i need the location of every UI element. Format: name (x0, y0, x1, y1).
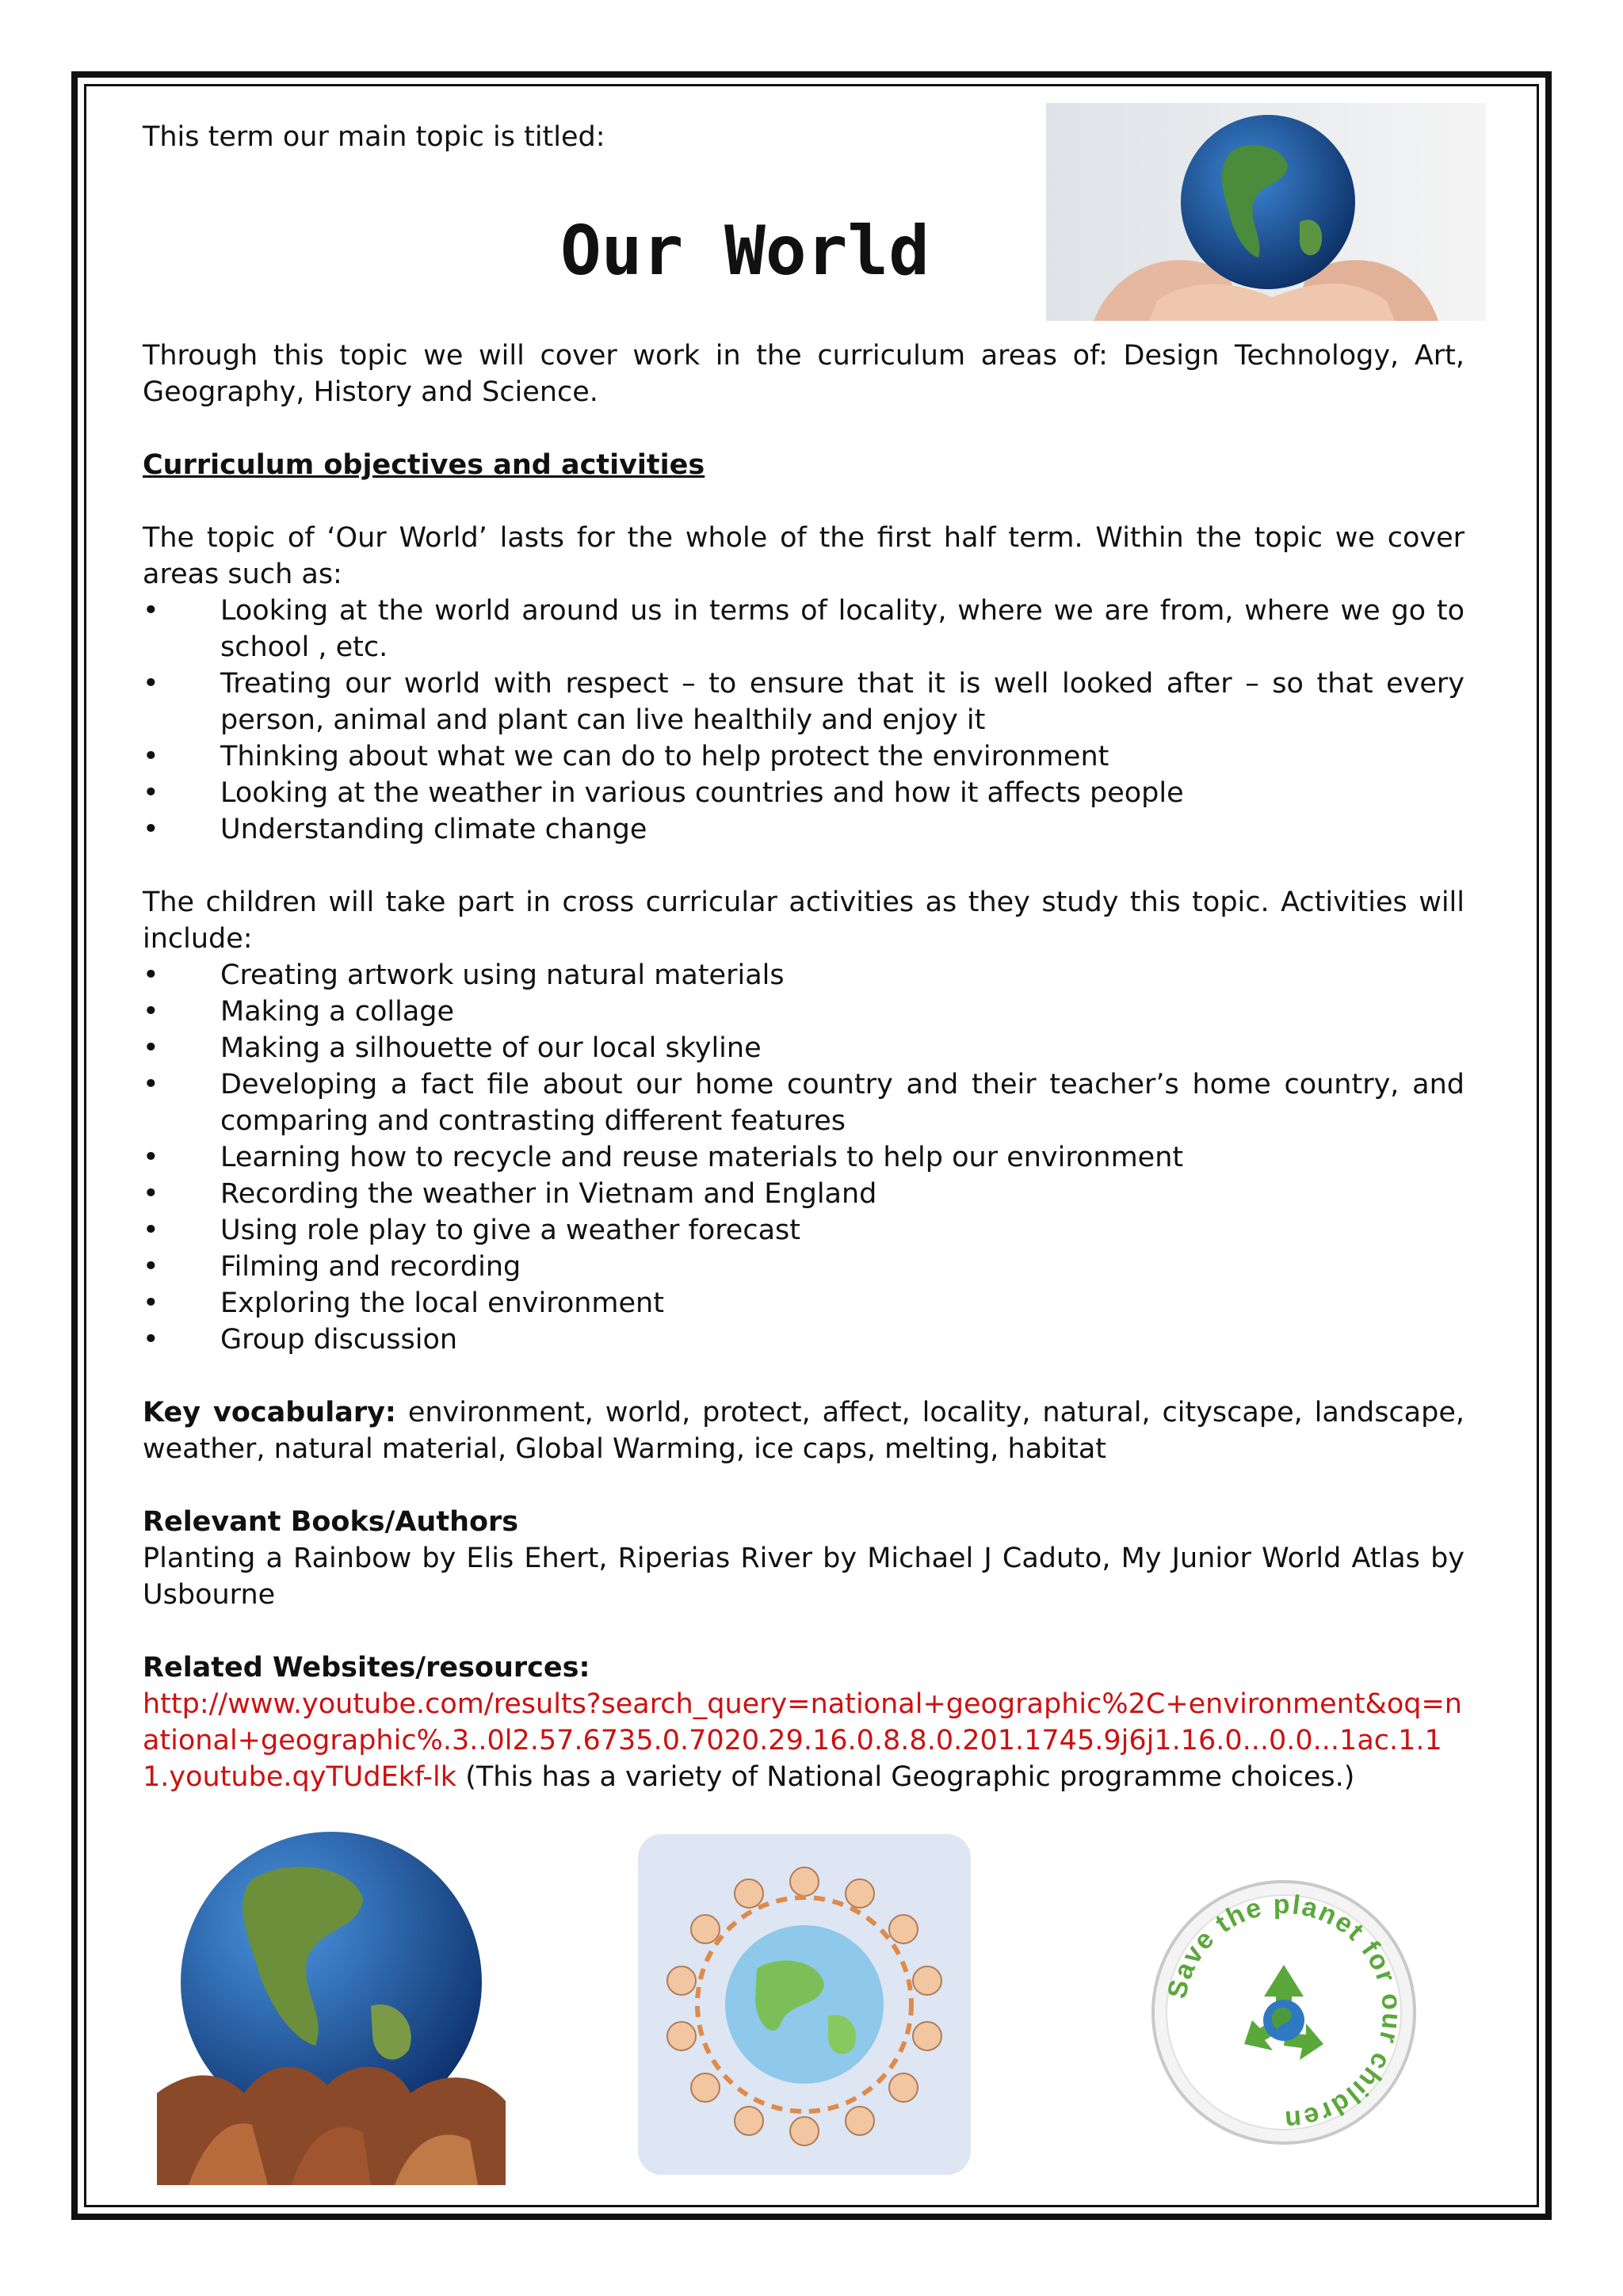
intro-line: This term our main topic is titled: (143, 121, 605, 153)
list-item: • Using role play to give a weather forecast (143, 1212, 1465, 1249)
bullet-icon: • (143, 814, 159, 845)
document-body (143, 119, 1465, 1795)
list-item: • Looking at the weather in various countries and how it affects people (143, 775, 1465, 811)
vocabulary-text: environment, world, protect, affect, locality, natural, cityscape, landscape, weather, natural material, Global Warming, ice caps, melting, habitat (143, 1397, 1465, 1465)
bullet-icon: • (143, 996, 159, 1028)
bullet-icon: • (143, 1069, 159, 1100)
website-note: (This has a variety of National Geographic programme choices.) (465, 1761, 1355, 1793)
bullet-icon: • (143, 1178, 159, 1210)
hands-holding-globe-image (157, 1832, 506, 2185)
websites-heading: Related Websites/resources: (143, 1652, 590, 1684)
list-item: • Learning how to recycle and reuse materials to help our environment (143, 1139, 1465, 1176)
list-item: • Filming and recording (143, 1249, 1465, 1285)
bullet-icon: • (143, 1215, 159, 1246)
list-item: • Understanding climate change (143, 811, 1465, 848)
list-item: • Thinking about what we can do to help protect the environment (143, 738, 1465, 775)
list-item: • Group discussion (143, 1322, 1465, 1358)
list-item: • Making a silhouette of our local skyline (143, 1030, 1465, 1066)
list-item: • Looking at the world around us in terms of locality, where we are from, where we go to school , etc. (143, 593, 1465, 666)
bullet-icon: • (143, 1142, 159, 1173)
bullet-icon: • (143, 595, 159, 627)
list-item: • Recording the weather in Vietnam and England (143, 1176, 1465, 1212)
bullet-icon: • (143, 668, 159, 700)
list-item: • Exploring the local environment (143, 1285, 1465, 1322)
title-spacer (143, 155, 1465, 338)
vocabulary-label: Key vocabulary: (143, 1397, 396, 1428)
coverage-paragraph: Through this topic we will cover work in the curriculum areas of: Design Technology, Art, Geography, History and Science. (143, 340, 1465, 408)
bullet-icon: • (143, 777, 159, 809)
list-item: • Creating artwork using natural materials (143, 957, 1465, 994)
bullet-icon: • (143, 1032, 159, 1064)
activities-intro-paragraph: The children will take part in cross curricular activities as they study this topic. Activities will include: (143, 887, 1465, 955)
bullet-icon: • (143, 1324, 159, 1356)
topic-intro-paragraph: The topic of ‘Our World’ lasts for the whole of the first half term. Within the topic we cover areas such as: (143, 522, 1465, 590)
list-item: • Developing a fact file about our home country and their teacher’s home country, and comparing and contrasting different features (143, 1066, 1465, 1139)
topic-areas-list (143, 593, 1465, 848)
youtube-link[interactable]: http://www.youtube.com/results?search_query=national+geographic%2C+environment&oq=national+geographic%.3..0l2.57.6735.0.7020.29.16.0.8.8.0.201.1745.9j6j1.16.0...0.0...1ac.1.11.youtube.qyTUdEkf-lk (143, 1688, 1462, 1793)
websites-paragraph (143, 1686, 1465, 1795)
children-around-globe-image (630, 1826, 979, 2183)
list-item: • Making a collage (143, 994, 1465, 1030)
bullet-icon: • (143, 1287, 159, 1319)
page-title: Our World (560, 212, 930, 291)
bullet-icon: • (143, 741, 159, 772)
bullet-icon: • (143, 959, 159, 991)
save-the-planet-badge (1149, 1878, 1419, 2147)
badge-text: Save the planet for our children (1162, 1889, 1407, 2136)
list-item: • Treating our world with respect – to ensure that it is well looked after – so that every person, animal and plant can live healthily and enjoy it (143, 666, 1465, 738)
objectives-heading: Curriculum objectives and activities (143, 449, 705, 481)
bullet-icon: • (143, 1251, 159, 1283)
vocabulary-paragraph (143, 1394, 1465, 1467)
activities-list (143, 957, 1465, 1358)
books-heading: Relevant Books/Authors (143, 1506, 519, 1538)
books-paragraph: Planting a Rainbow by Elis Ehert, Riperias River by Michael J Caduto, My Junior World Atlas by Usbourne (143, 1543, 1465, 1611)
